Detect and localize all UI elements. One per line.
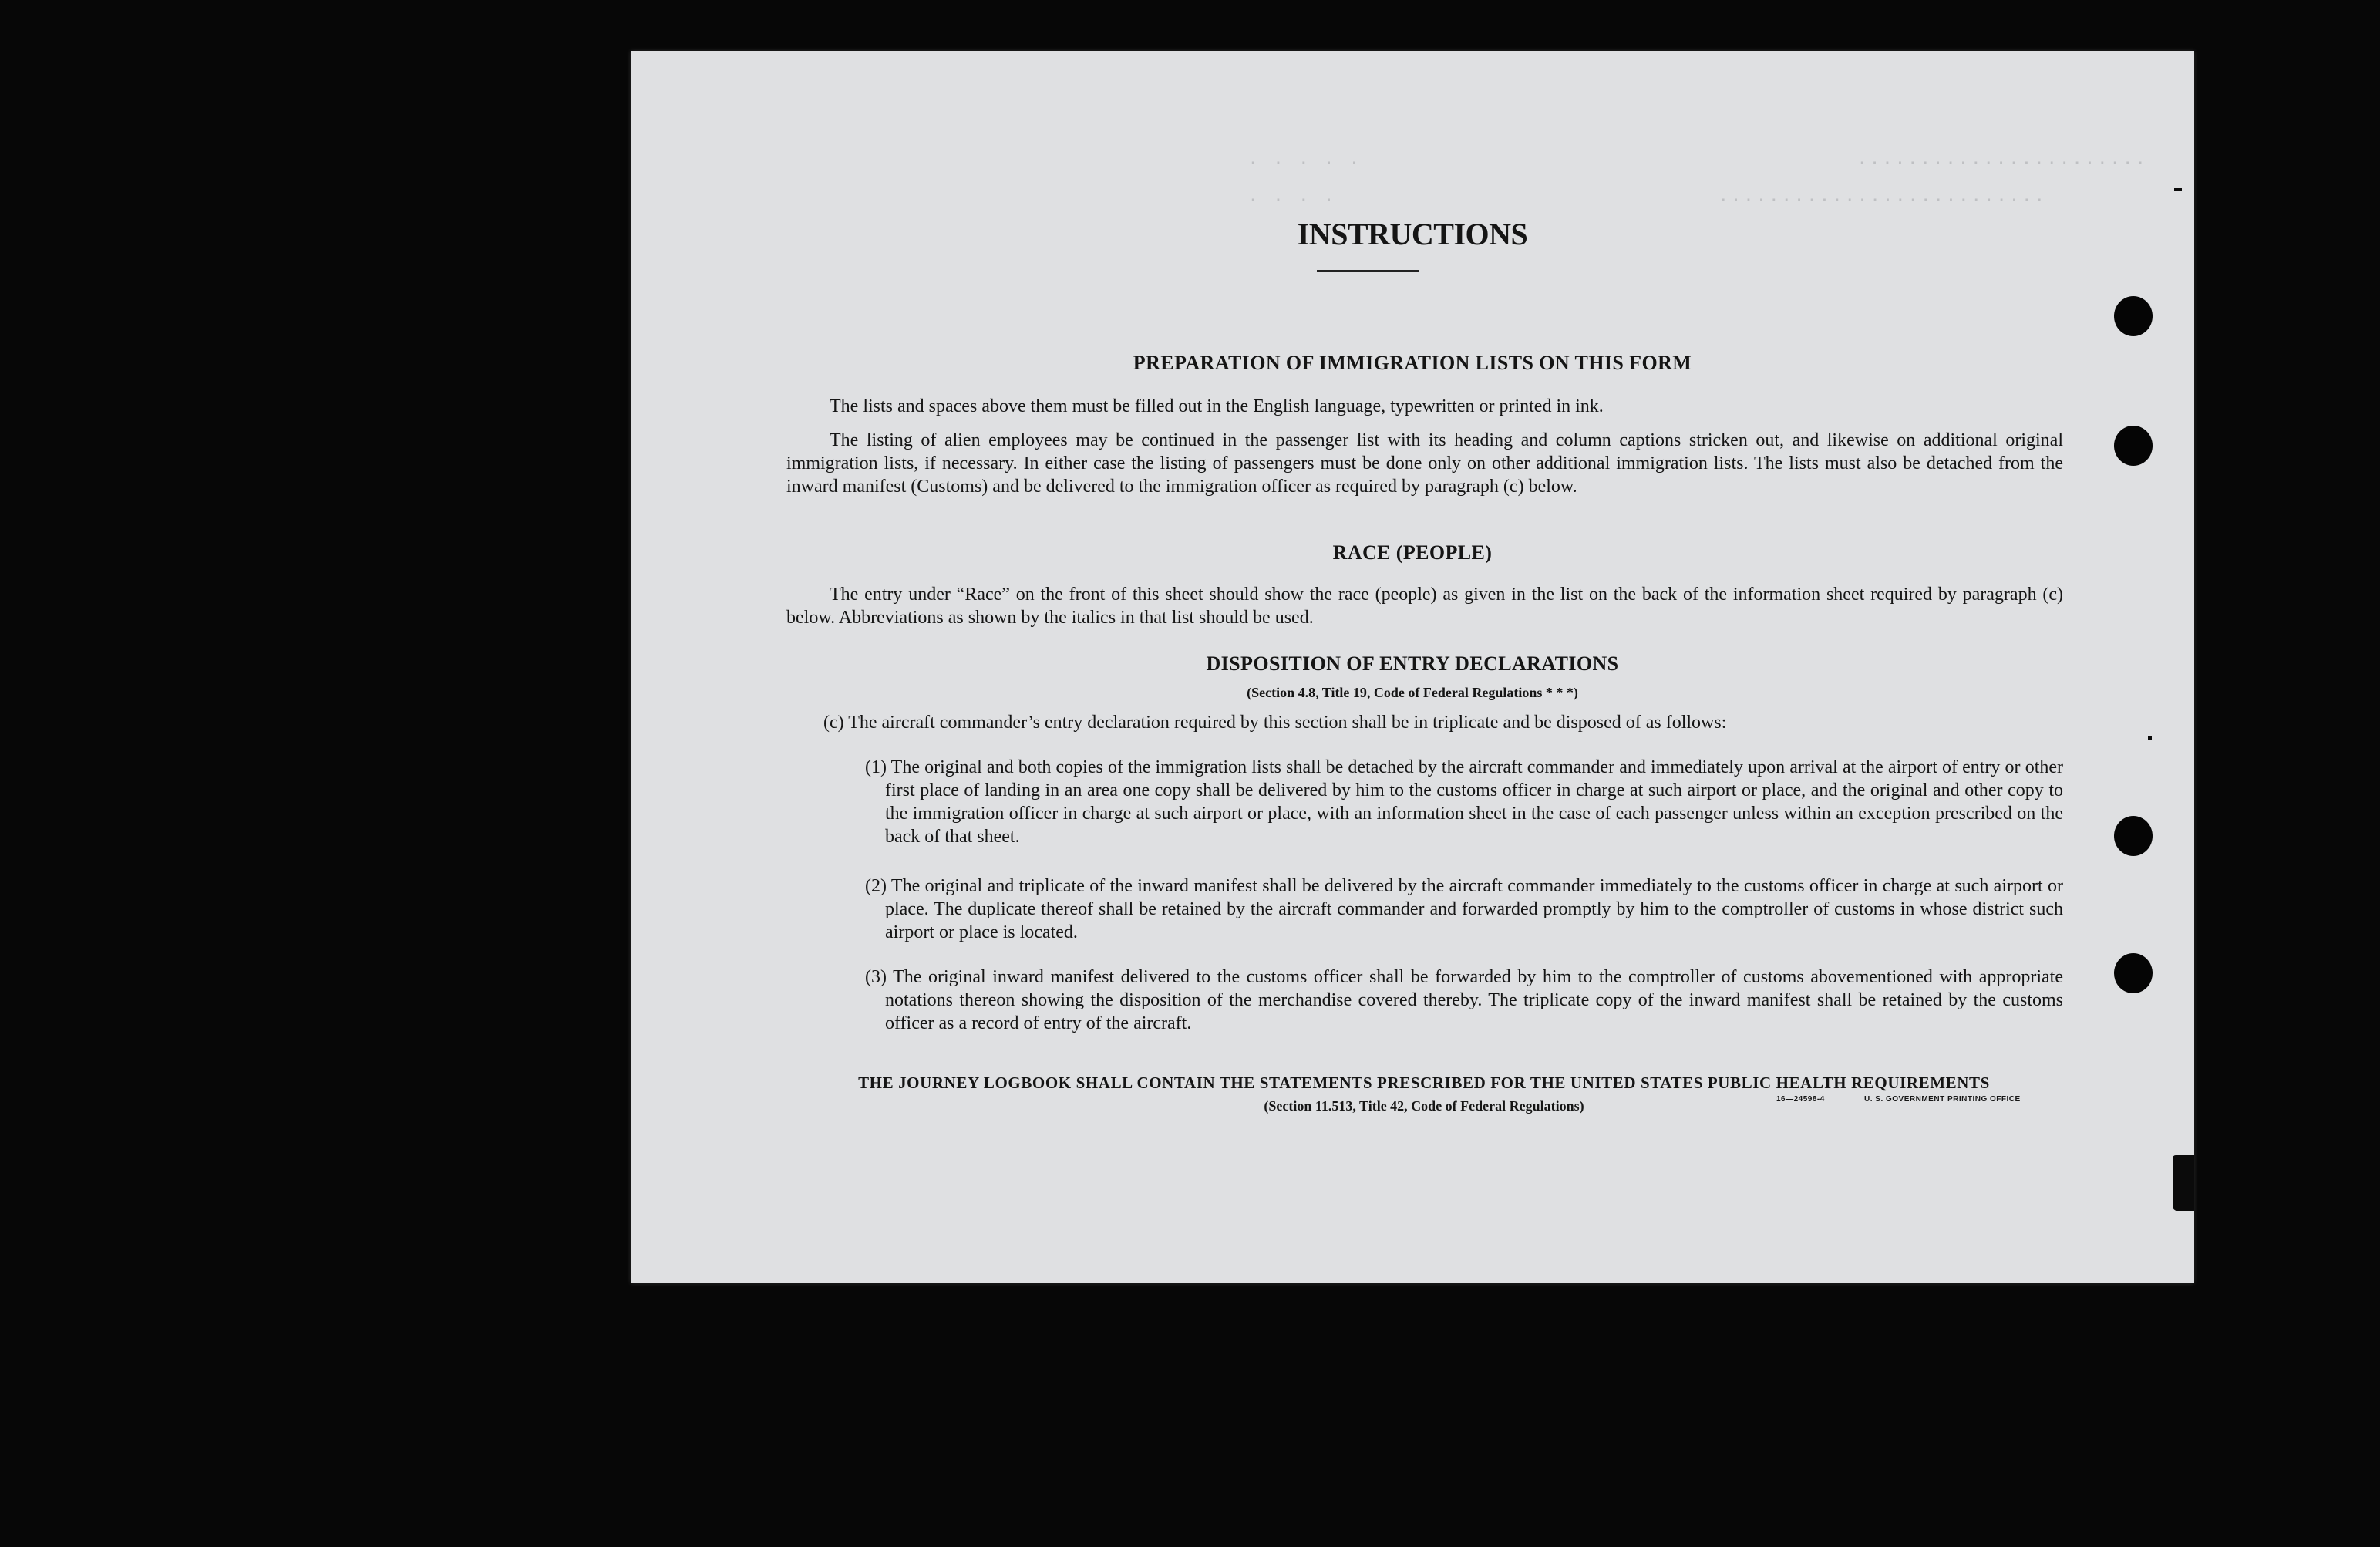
disposition-citation: (Section 4.8, Title 19, Code of Federal Regulations * * *) <box>1247 685 1578 700</box>
punch-hole <box>2114 953 2153 993</box>
paragraph-lists: The lists and spaces above them must be filled out in the English language, typewritten or printed in ink. <box>830 396 1604 416</box>
torn-edge-mark <box>2148 736 2152 740</box>
punch-hole <box>2114 816 2153 856</box>
paragraph-c-intro: (c) The aircraft commander’s entry declaration required by this section shall be in triplicate and be disposed of as follows: <box>823 713 1727 733</box>
section-heading-preparation: PREPARATION OF IMMIGRATION LISTS ON THIS FORM <box>1133 352 1692 374</box>
punch-hole <box>2114 296 2153 336</box>
list-item-3: (3) The original inward manifest delivered to the customs officer shall be forwarded by him to the comptroller of customs abovementioned with appropriate notations thereon showing the disposition of the merchandise covered thereby. The triplicate copy of the inward manifest shall be retained by the customs officer as a record of entry of the aircraft. <box>865 967 2063 1033</box>
list-item-2: (2) The original and triplicate of the inward manifest shall be delivered by the aircraft commander immediately to the customs officer in charge at such airport or place. The duplicate thereof shall be retained by the aircraft commander and forwarded promptly by him to the comptroller of customs in whose district such airport or place is located. <box>865 876 2063 942</box>
page-title: INSTRUCTIONS <box>1297 217 1528 251</box>
paragraph-race: The entry under “Race” on the front of this sheet should show the race (people) as given in the list on the back of the information sheet required by paragraph (c) below. Abbreviations as shown by the italics in that list should be used. <box>786 585 2063 628</box>
printer-imprint: U. S. GOVERNMENT PRINTING OFFICE <box>1864 1095 2021 1104</box>
torn-edge-mark <box>2173 1155 2194 1211</box>
paragraph-alien-employees: The listing of alien employees may be continued in the passenger list with its heading and column captions stricken out, and likewise on additional original immigration lists, if necessary. In either case the listing of passengers must be done only on other additional immigration lists. The lists must also be detached from the inward manifest (Customs) and be delivered to the immigration officer as required by paragraph (c) below. <box>786 430 2063 497</box>
show-through-text: .......................... <box>1718 187 2047 207</box>
list-item-1: (1) The original and both copies of the immigration lists shall be detached by the aircraft commander and immediately upon arrival at the airport of entry or other first place of landing in an area one copy shall be delivered by him to the customs officer in charge at such airport or place, and the original and other copy to the immigration officer in charge at such airport or place, with an information sheet in the case of each passenger unless within an exception prescribed on the back of that sheet. <box>865 757 2063 847</box>
show-through-text: . . . . <box>1247 187 1336 207</box>
printer-code: 16—24598-4 <box>1776 1095 1825 1104</box>
logbook-citation: (Section 11.513, Title 42, Code of Federal Regulations) <box>1264 1098 1584 1114</box>
torn-edge-mark <box>2174 188 2182 191</box>
section-heading-race: RACE (PEOPLE) <box>1332 541 1493 564</box>
title-underline <box>1317 270 1419 272</box>
logbook-statement: THE JOURNEY LOGBOOK SHALL CONTAIN THE STATEMENTS PRESCRIBED FOR THE UNITED STATES PUBLIC HEALTH REQUIREMENTS <box>858 1073 1990 1092</box>
document-page <box>631 51 2194 1283</box>
punch-hole <box>2114 426 2153 466</box>
section-heading-disposition: DISPOSITION OF ENTRY DECLARATIONS <box>1206 652 1619 675</box>
show-through-text: . . . . . <box>1247 150 1362 170</box>
show-through-text: ....................... <box>1857 150 2148 170</box>
